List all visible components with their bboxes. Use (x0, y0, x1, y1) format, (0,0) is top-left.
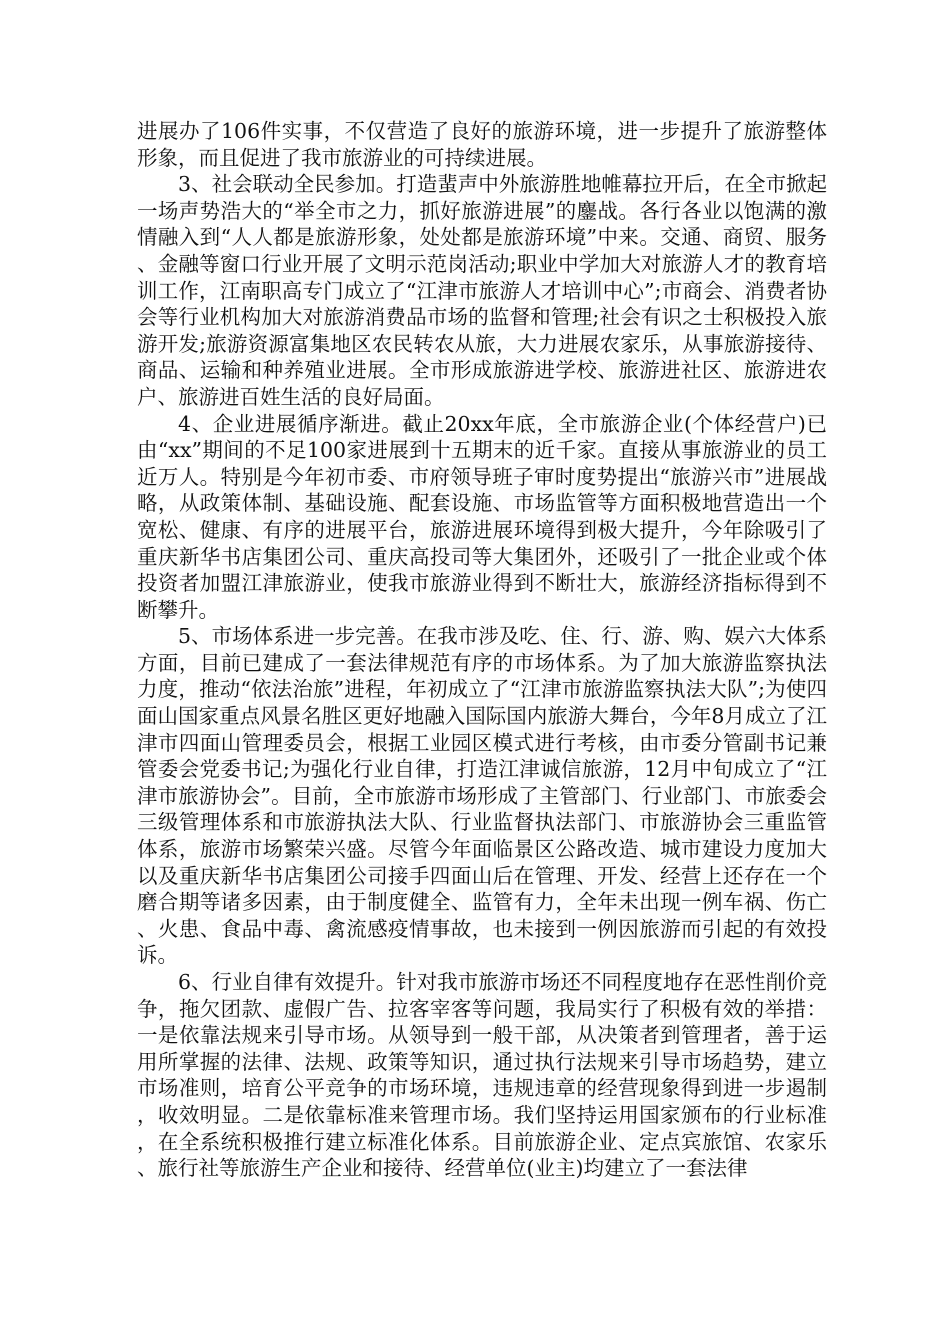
paragraph-enterprise-development: 4、企业进展循序渐进。截止20xx年底，全市旅游企业(个体经营户)已由“xx”期间的不足100家进展到十五期末的近千家。直接从事旅游业的员工近万人。特别是今年初市委、市府领导班子审时度势提出“旅游兴市”进展战略，从政策体制、基础设施、配套设施、市场监管等方面积极地营造出一个宽松、健康、有序的进展平台，旅游进展环境得到极大提升，今年除吸引了重庆新华书店集团公司、重庆高投司等大集团外，还吸引了一批企业或个体投资者加盟江津旅游业，使我市旅游业得到不断壮大，旅游经济指标得到不断攀升。 (137, 411, 827, 622)
paragraph-industry-self-discipline: 6、行业自律有效提升。针对我市旅游市场还不同程度地存在恶性削价竞争，拖欠团款、虚假广告、拉客宰客等问题，我局实行了积极有效的举措：一是依靠法规来引导市场。从领导到一般干部，从决策者到管理者，善于运用所掌握的法律、法规、政策等知识，通过执行法规来引导市场趋势，建立市场准则，培育公平竞争的市场环境，违规违章的经营现象得到进一步遏制，收效明显。二是依靠标准来管理市场。我们坚持运用国家颁布的行业标准，在全系统积极推行建立标准化体系。目前旅游企业、定点宾旅馆、农家乐、旅行社等旅游生产企业和接待、经营单位(业主)均建立了一套法律 (137, 970, 827, 1181)
paragraph-market-system: 5、市场体系进一步完善。在我市涉及吃、住、行、游、购、娱六大体系方面，目前已建成了一套法律规范有序的市场体系。为了加大旅游监察执法力度，推动“依法治旅”进程，年初成立了“江津市旅游监察执法大队”;为使四面山国家重点风景名胜区更好地融入国际国内旅游大舞台，今年8月成立了江津市四面山管理委员会，根据工业园区模式进行考核，由市委分管副书记兼管委会党委书记;为强化行业自律，打造江津诚信旅游，12月中旬成立了“江津市旅游协会”。目前，全市旅游市场形成了主管部门、行业部门、市旅委会三级管理体系和市旅游执法大队、行业监督执法部门、市旅游协会三重监管体系，旅游市场繁荣兴盛。尽管今年面临景区公路改造、城市建设力度加大以及重庆新华书店集团公司接手四面山后在管理、开发、经营上还存在一个磨合期等诸多因素，由于制度健全、监管有力，全年未出现一例车祸、伤亡、火患、食品中毒、禽流感疫情事故，也未接到一例因旅游而引起的有效投诉。 (137, 624, 827, 968)
paragraph-continuation: 进展办了106件实事，不仅营造了良好的旅游环境，进一步提升了旅游整体形象，而且促进了我市旅游业的可持续进展。 (137, 119, 827, 170)
paragraph-social-linkage: 3、社会联动全民参加。打造蜚声中外旅游胜地帷幕拉开后，在全市掀起一场声势浩大的“举全市之力，抓好旅游进展”的鏖战。各行各业以饱满的激情融入到“人人都是旅游形象，处处都是旅游环境”中来。交通、商贸、服务、金融等窗口行业开展了文明示范岗活动;职业中学加大对旅游人才的教育培训工作，江南职高专门成立了“江津市旅游人才培训中心”;市商会、消费者协会等行业机构加大对旅游消费品市场的监督和管理;社会有识之士积极投入旅游开发;旅游资源富集地区农民转农从旅，大力进展农家乐，从事旅游接待、商品、运输和种养殖业进展。全市形成旅游进学校、旅游进社区、旅游进农户、旅游进百姓生活的良好局面。 (137, 172, 827, 409)
document-page (137, 118, 827, 1182)
